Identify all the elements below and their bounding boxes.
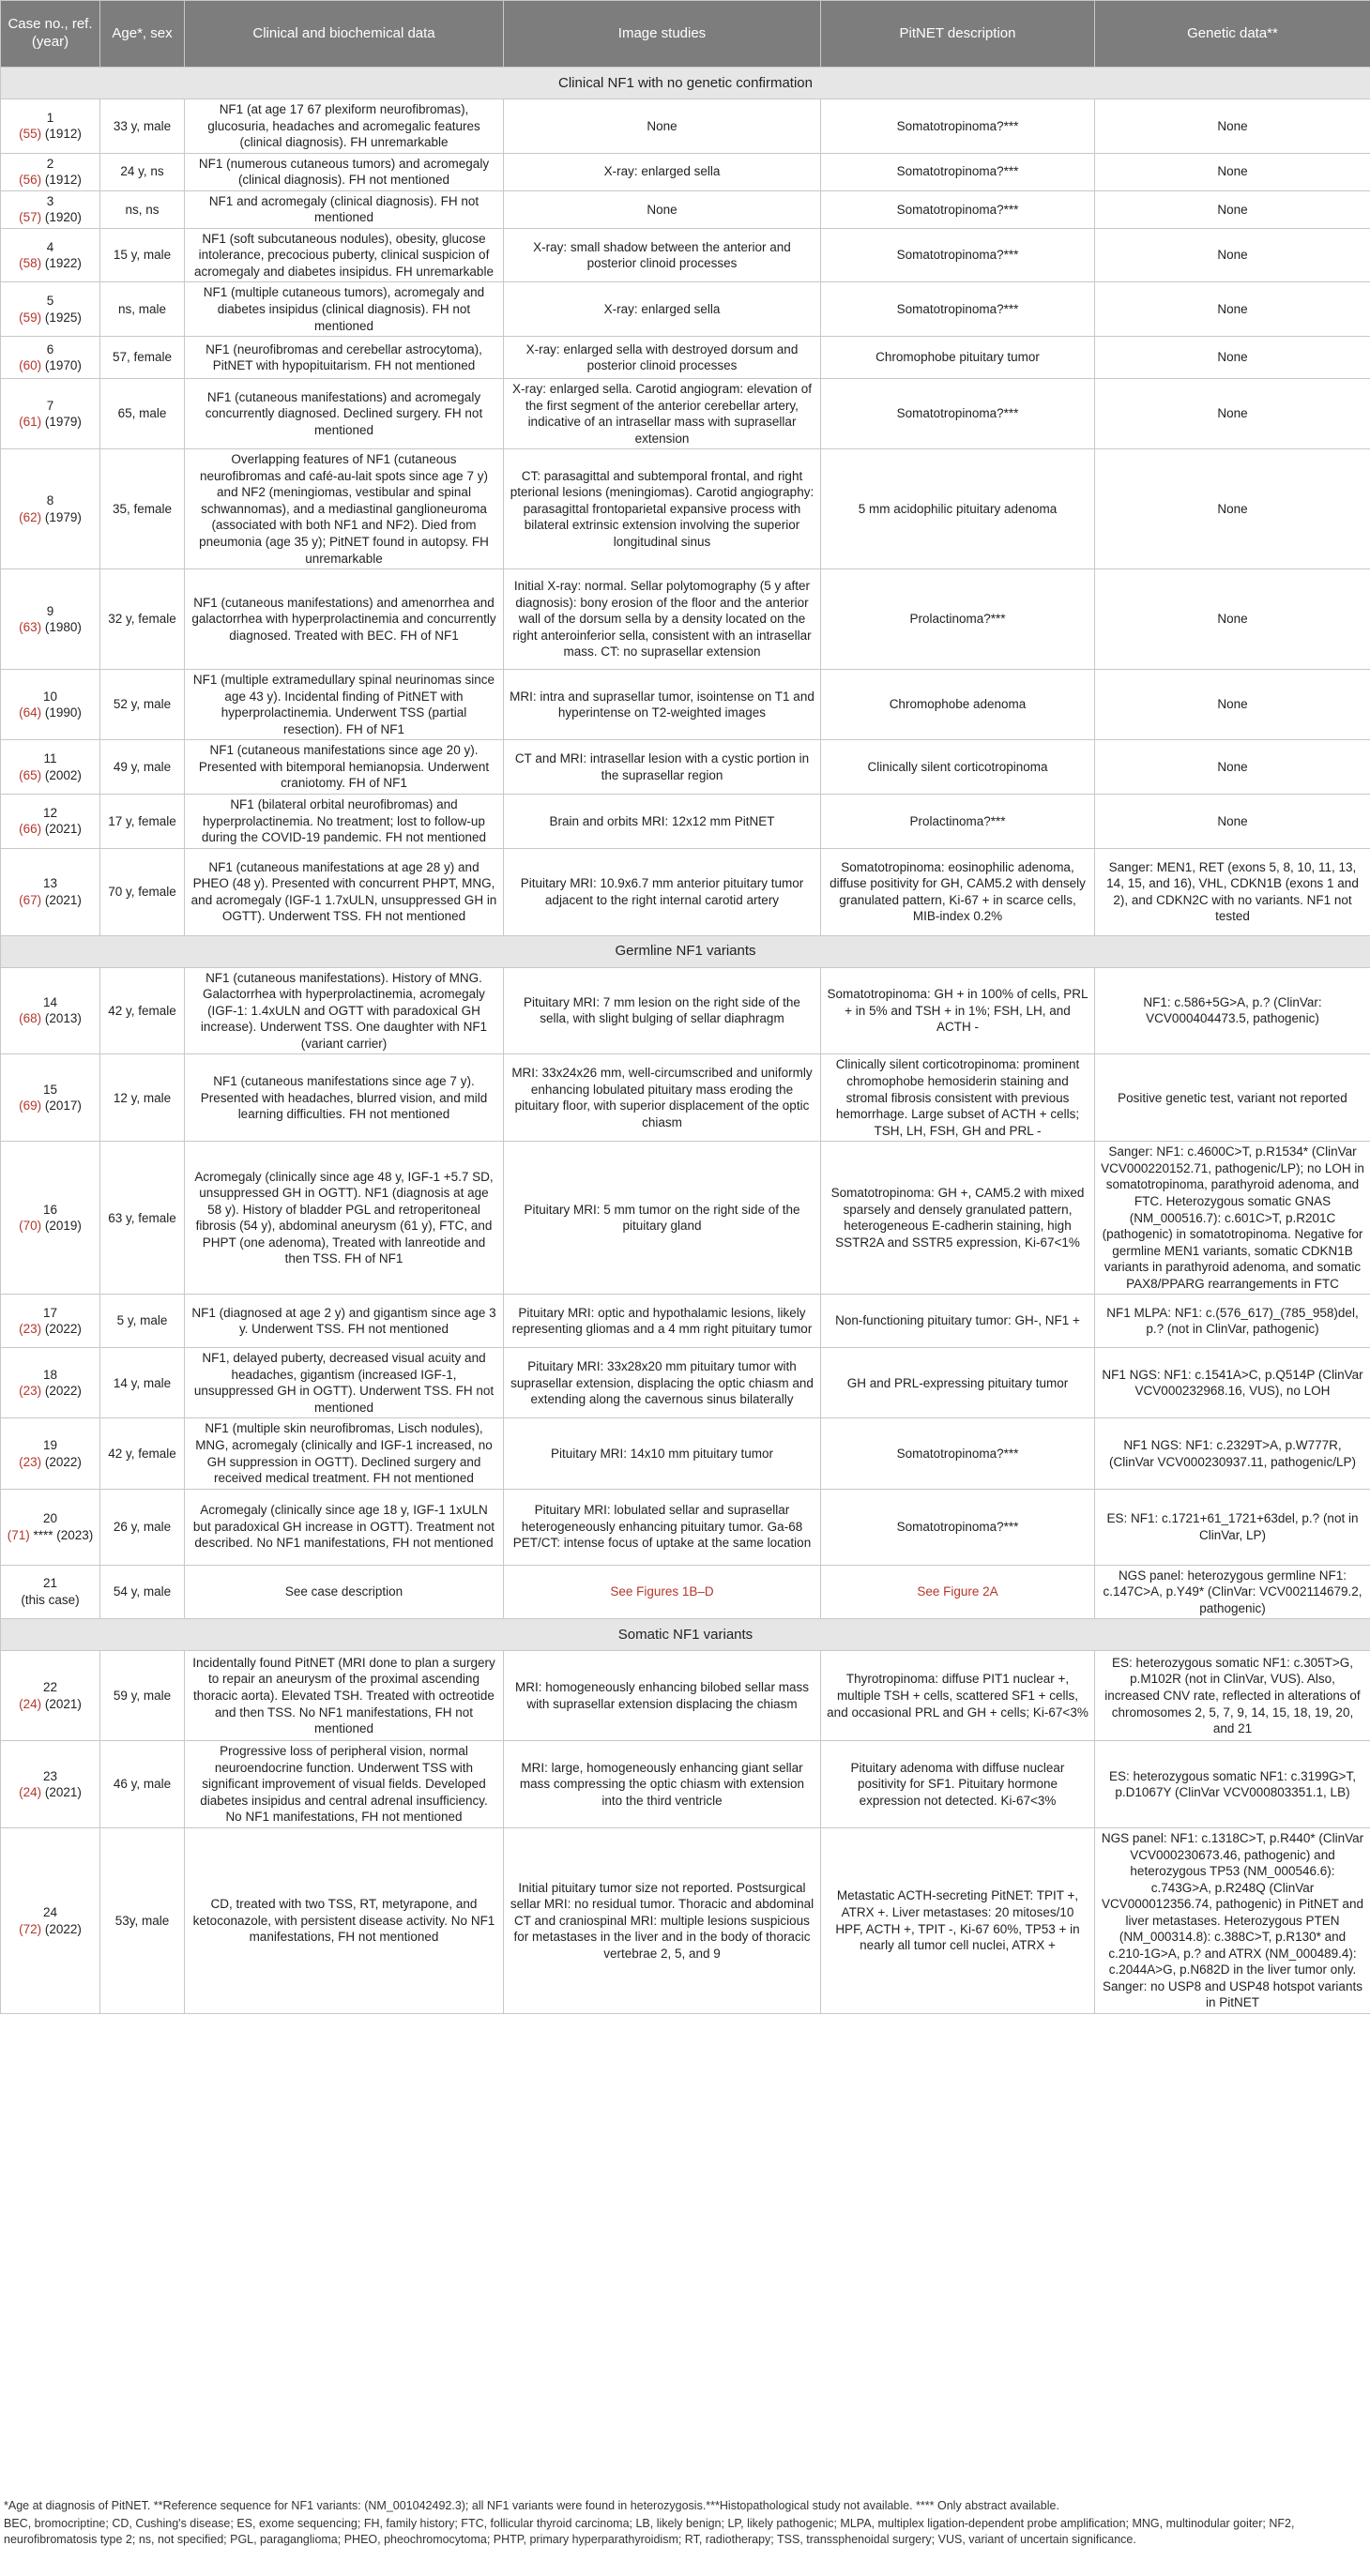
case-year: (1990) [44, 705, 82, 720]
case-year: (2019) [44, 1219, 82, 1234]
reference-link[interactable]: (69) [19, 1099, 42, 1114]
reference-link[interactable]: (24) [19, 1785, 42, 1800]
genetic-cell: None [1095, 228, 1370, 282]
image-cell: Pituitary MRI: optic and hypothalamic lesions, likely representing gliomas and a 4 mm right pituitary tumor [504, 1295, 821, 1348]
age-cell: 63 y, female [100, 1142, 185, 1295]
section-title: Germline NF1 variants [1, 935, 1370, 967]
case-number: 13 [42, 876, 58, 891]
clinical-cell: Acromegaly (clinically since age 18 y, IGF-1 1xULN but paradoxical GH increase in OGTT). Treatment not described. No NF1 manifestations, FH not mentioned [185, 1489, 504, 1565]
reference-link[interactable]: (58) [19, 256, 42, 271]
genetic-cell: None [1095, 379, 1370, 449]
case-year: (2021) [44, 892, 82, 907]
age-cell: 15 y, male [100, 228, 185, 282]
case-number: 21 [42, 1576, 58, 1591]
genetic-cell: ES: NF1: c.1721+61_1721+63del, p.? (not in ClinVar, LP) [1095, 1489, 1370, 1565]
table-row [1, 282, 1370, 337]
case-year: (1922) [44, 256, 82, 271]
genetic-cell: None [1095, 569, 1370, 670]
clinical-cell: See case description [185, 1565, 504, 1619]
case-number: 16 [42, 1202, 58, 1217]
case-number: 4 [46, 239, 54, 254]
case-cell [1, 1142, 100, 1295]
case-year: (1970) [44, 358, 82, 373]
case-number: 2 [46, 156, 54, 171]
table-row [1, 379, 1370, 449]
reference-link[interactable]: (57) [19, 210, 42, 225]
genetic-cell: None [1095, 670, 1370, 740]
image-cell: Initial pituitary tumor size not reported. Postsurgical sellar MRI: no residual tumor. Thoracic and abdominal CT and craniospinal MRI: multiple lesions suspicious for metastases in the liver and in the body of thoracic vertebrae 2, 5, and 9 [504, 1828, 821, 2014]
table-row [1, 1741, 1370, 1828]
age-cell: 5 y, male [100, 1295, 185, 1348]
footnote-line-1: *Age at diagnosis of PitNET. **Reference sequence for NF1 variants: (NM_001042492.3); all NF1 variants were found in heterozygosis.***Histopathological study not available. **** Only abstract available. [4, 2499, 1059, 2512]
image-cell: Pituitary MRI: 10.9x6.7 mm anterior pituitary tumor adjacent to the right internal carotid artery [504, 848, 821, 935]
genetic-cell: NF1: c.586+5G>A, p.? (ClinVar: VCV000404473.5, pathogenic) [1095, 967, 1370, 1054]
header-image: Image studies [504, 1, 821, 68]
genetic-cell: NF1 NGS: NF1: c.1541A>C, p.Q514P (ClinVar VCV000232968.16, VUS), no LOH [1095, 1348, 1370, 1418]
image-cell: Pituitary MRI: 33x28x20 mm pituitary tumor with suprasellar extension, displacing the optic chiasm and extending along the cavernous sinus bilaterally [504, 1348, 821, 1418]
age-cell: 53y, male [100, 1828, 185, 2014]
clinical-cell: NF1 (cutaneous manifestations at age 28 y) and PHEO (48 y). Presented with concurrent PHPT, MNG, and acromegaly (IGF-1 1.7xULN, unsuppressed GH in OGTT). Underwent TSS. FH not mentioned [185, 848, 504, 935]
age-cell: ns, male [100, 282, 185, 337]
image-cell: Brain and orbits MRI: 12x12 mm PitNET [504, 794, 821, 848]
age-cell: 42 y, female [100, 1418, 185, 1489]
case-year: (2013) [44, 1011, 82, 1026]
clinical-cell: Acromegaly (clinically since age 48 y, IGF-1 +5.7 SD, unsuppressed GH in OGTT). NF1 (diagnosis at age 58 y). History of bladder PGL and retroperitoneal fibrosis (54 y), abdominal aneurysm (61 y), FTC, and PHPT (one adenoma), Treated with lanreotide and then TSS. FH of NF1 [185, 1142, 504, 1295]
case-year: (1980) [44, 620, 82, 635]
clinical-cell: NF1 (bilateral orbital neurofibromas) and hyperprolactinemia. No treatment; lost to follow-up during the COVID-19 pandemic. FH not mentioned [185, 794, 504, 848]
case-number: 8 [46, 493, 54, 508]
table-row [1, 569, 1370, 670]
case-cell [1, 848, 100, 935]
clinical-cell: Progressive loss of peripheral vision, normal neuroendocrine function. Underwent TSS with significant improvement of visual fields. Developed diabetes insipidus and central adrenal insufficiency. No NF1 manifestations, FH not mentioned [185, 1741, 504, 1828]
reference-link[interactable]: (62) [19, 509, 42, 524]
image-cell: CT: parasagittal and subtemporal frontal, and right pterional lesions (meningiomas). Carotid angiography: parasagittal frontoparietal expansive process with bilateral extrinsic extension involving the superior longitudinal sinus [504, 449, 821, 569]
reference-link[interactable]: (67) [19, 892, 42, 907]
genetic-cell: NGS panel: heterozygous germline NF1: c.147C>A, p.Y49* (ClinVar: VCV002114679.2, pathogenic) [1095, 1565, 1370, 1619]
footnotes [4, 2498, 1366, 2550]
reference-link[interactable]: (23) [19, 1454, 42, 1469]
image-cell[interactable]: See Figures 1B–D [504, 1565, 821, 1619]
header-pitnet: PitNET description [821, 1, 1095, 68]
case-year: (2021) [44, 1785, 82, 1800]
genetic-cell: ES: heterozygous somatic NF1: c.305T>G, p.M102R (not in ClinVar, VUS). Also, increased CNV rate, reflected in alterations of chromosomes 2, 5, 7, 9, 14, 15, 18, 19, 20, and 21 [1095, 1651, 1370, 1741]
case-cell [1, 794, 100, 848]
genetic-cell: NF1 NGS: NF1: c.2329T>A, p.W777R, (ClinVar VCV000230937.11, pathogenic/LP) [1095, 1418, 1370, 1489]
genetic-cell: None [1095, 190, 1370, 228]
pitnet-cell: Somatotropinoma?*** [821, 190, 1095, 228]
genetic-cell: ES: heterozygous somatic NF1: c.3199G>T, p.D1067Y (ClinVar VCV000803351.1, LB) [1095, 1741, 1370, 1828]
pitnet-cell: Somatotropinoma: GH +, CAM5.2 with mixed sparsely and densely granulated pattern, heterogeneous E-cadherin staining, high SSTR2A and SSTR5 expression, Ki-67<1% [821, 1142, 1095, 1295]
image-cell: Pituitary MRI: 14x10 mm pituitary tumor [504, 1418, 821, 1489]
case-cell [1, 569, 100, 670]
pitnet-cell[interactable]: See Figure 2A [821, 1565, 1095, 1619]
clinical-cell: NF1 (multiple extramedullary spinal neurinomas since age 43 y). Incidental finding of PitNET with hyperprolactinemia. Underwent TSS (partial resection). FH of NF1 [185, 670, 504, 740]
clinical-cell: NF1 (multiple cutaneous tumors), acromegaly and diabetes insipidus (clinical diagnosis). FH not mentioned [185, 282, 504, 337]
image-cell: MRI: homogeneously enhancing bilobed sellar mass with suprasellar extension displacing the chiasm [504, 1651, 821, 1741]
genetic-cell: Positive genetic test, variant not reported [1095, 1054, 1370, 1142]
reference-link[interactable]: (56) [19, 173, 42, 188]
case-cell [1, 1741, 100, 1828]
case-number: 22 [42, 1680, 58, 1695]
case-cell [1, 1295, 100, 1348]
clinical-cell: NF1 (multiple skin neurofibromas, Lisch nodules), MNG, acromegaly (clinically and IGF-1 increased, no GH suppression in OGTT). Declined surgery and received medical treatment. FH not mentioned [185, 1418, 504, 1489]
image-cell: Initial X-ray: normal. Sellar polytomography (5 y after diagnosis): bony erosion of the floor and the anterior wall of the dorsum sella by a density located on the right anteroinferior sella, consistent with an intrasellar mass. CT: no suprasellar extension [504, 569, 821, 670]
case-cell [1, 740, 100, 795]
genetic-cell: Sanger: NF1: c.4600C>T, p.R1534* (ClinVar VCV000220152.71, pathogenic/LP); no LOH in somatotropinoma, parathyroid adenoma, and FTC. Heterozygous somatic GNAS (NM_000516.7): c.601C>T, p.R201C (pathogenic) in somatotropinoma. Negative for germline MEN1 variants, somatic CDKN1B variants in parathyroid adenoma, and somatic PAX8/PPARG rearrangements in FTC [1095, 1142, 1370, 1295]
age-cell: 42 y, female [100, 967, 185, 1054]
footnote-line-2: BEC, bromocriptine; CD, Cushing's disease; ES, exome sequencing; FH, family history; FTC, follicular thyroid carcinoma; LB, likely benign; LP, likely pathogenic; MLPA, multiplex ligation-dependent probe amplification; MNG, multinodular goiter; NF2, neurofibromatosis type 2; ns, not specified; PGL, paraganglioma; PHEO, pheochromocytoma; PHTP, primary hyperparathyroidism; RT, radiotherapy; TSS, transsphenoidal surgery; VUS, variant of uncertain significance. [4, 2516, 1295, 2546]
clinical-cell: NF1 (diagnosed at age 2 y) and gigantism since age 3 y. Underwent TSS. FH not mentioned [185, 1295, 504, 1348]
age-cell: 17 y, female [100, 794, 185, 848]
case-number: 17 [42, 1305, 58, 1320]
pitnet-cell: 5 mm acidophilic pituitary adenoma [821, 449, 1095, 569]
pitnet-cell: Prolactinoma?*** [821, 569, 1095, 670]
clinical-cell: NF1 (cutaneous manifestations since age 20 y). Presented with bitemporal hemianopsia. Underwent craniotomy. FH of NF1 [185, 740, 504, 795]
genetic-cell: None [1095, 740, 1370, 795]
case-year: (2022) [44, 1322, 82, 1337]
image-cell: MRI: large, homogeneously enhancing giant sellar mass compressing the optic chiasm with extension into the third ventricle [504, 1741, 821, 1828]
image-cell: None [504, 190, 821, 228]
clinical-cell: NF1 (numerous cutaneous tumors) and acromegaly (clinical diagnosis). FH not mentioned [185, 153, 504, 190]
case-year: (1979) [44, 415, 82, 430]
header-clinical: Clinical and biochemical data [185, 1, 504, 68]
reference-link[interactable]: (68) [19, 1011, 42, 1026]
case-number: 12 [42, 805, 58, 820]
pitnet-cell: Non-functioning pituitary tumor: GH-, NF1 + [821, 1295, 1095, 1348]
table-row [1, 848, 1370, 935]
table-row [1, 794, 1370, 848]
case-number: 19 [42, 1437, 58, 1452]
table-row [1, 153, 1370, 190]
image-cell: Pituitary MRI: lobulated sellar and suprasellar heterogeneously enhancing pituitary tumor. Ga-68 PET/CT: intense focus of uptake at the same location [504, 1489, 821, 1565]
case-cell [1, 1565, 100, 1619]
age-cell: 57, female [100, 337, 185, 379]
reference-link[interactable]: (23) [19, 1384, 42, 1399]
clinical-cell: NF1 (soft subcutaneous nodules), obesity, glucose intolerance, precocious puberty, clinical suspicion of acromegaly and diabetes insipidus. FH unremarkable [185, 228, 504, 282]
pitnet-cell: Chromophobe pituitary tumor [821, 337, 1095, 379]
pitnet-cell: Prolactinoma?*** [821, 794, 1095, 848]
header-genetic: Genetic data** [1095, 1, 1370, 68]
case-number: 11 [43, 751, 57, 766]
clinical-cell: CD, treated with two TSS, RT, metyrapone, and ketoconazole, with persistent disease activity. No NF1 manifestations, FH not mentioned [185, 1828, 504, 2014]
pitnet-cell: Somatotropinoma?*** [821, 228, 1095, 282]
case-cell [1, 1418, 100, 1489]
case-number: 14 [42, 994, 58, 1009]
case-number: 23 [42, 1768, 58, 1783]
genetic-cell: None [1095, 99, 1370, 154]
table-row [1, 1295, 1370, 1348]
table-row [1, 1348, 1370, 1418]
image-cell: CT and MRI: intrasellar lesion with a cystic portion in the suprasellar region [504, 740, 821, 795]
reference-link[interactable]: (24) [19, 1696, 42, 1711]
pitnet-cell: Metastatic ACTH-secreting PitNET: TPIT +, ATRX +. Liver metastases: 20 mitoses/10 HPF, ACTH +, TPIT -, Ki-67 60%, TP53 + in nearly all tumor cell nuclei, ATRX + [821, 1828, 1095, 2014]
case-number: 18 [42, 1367, 58, 1382]
section-title: Clinical NF1 with no genetic confirmation [1, 68, 1370, 99]
section-row [1, 935, 1370, 967]
image-cell: X-ray: enlarged sella. Carotid angiogram: elevation of the first segment of the anterior cerebellar artery, indicative of an intrasellar mass with suprasellar extension [504, 379, 821, 449]
pitnet-cell: Somatotropinoma?*** [821, 1489, 1095, 1565]
case-cell [1, 228, 100, 282]
case-cell [1, 153, 100, 190]
image-cell: X-ray: enlarged sella [504, 282, 821, 337]
reference-link[interactable]: (64) [19, 705, 42, 720]
pitnet-cell: Somatotropinoma?*** [821, 1418, 1095, 1489]
table-row [1, 1054, 1370, 1142]
header-case: Case no., ref. (year) [1, 1, 100, 68]
age-cell: 35, female [100, 449, 185, 569]
table-row [1, 449, 1370, 569]
clinical-cell: NF1 (cutaneous manifestations) and acromegaly concurrently diagnosed. Declined surgery. FH not mentioned [185, 379, 504, 449]
case-number: 20 [42, 1511, 58, 1526]
case-cell [1, 1828, 100, 2014]
genetic-cell: NF1 MLPA: NF1: c.(576_617)_(785_958)del, p.? (not in ClinVar, pathogenic) [1095, 1295, 1370, 1348]
case-year: (1912) [44, 173, 82, 188]
clinical-cell: Incidentally found PitNET (MRI done to plan a surgery to repair an aneurysm of the proximal ascending thoracic aorta). Elevated TSH. Treated with octreotide and then TSS. No NF1 manifestations, FH not mentioned [185, 1651, 504, 1741]
genetic-cell: None [1095, 153, 1370, 190]
reference-link[interactable]: (59) [19, 310, 42, 325]
case-number: 1 [46, 110, 54, 125]
header-row [1, 1, 1370, 68]
case-year: (2022) [44, 1454, 82, 1469]
table-row [1, 1828, 1370, 2014]
reference-link[interactable]: (72) [19, 1921, 42, 1936]
clinical-cell: NF1 (neurofibromas and cerebellar astrocytoma), PitNET with hypopituitarism. FH not mentioned [185, 337, 504, 379]
case-cell [1, 1054, 100, 1142]
case-cell [1, 190, 100, 228]
case-year: (1920) [44, 210, 82, 225]
case-cell [1, 1651, 100, 1741]
pitnet-cell: Somatotropinoma?*** [821, 282, 1095, 337]
section-title: Somatic NF1 variants [1, 1619, 1370, 1651]
case-cell [1, 967, 100, 1054]
table-row [1, 337, 1370, 379]
image-cell: Pituitary MRI: 5 mm tumor on the right side of the pituitary gland [504, 1142, 821, 1295]
clinical-cell: NF1 (at age 17 67 plexiform neurofibromas), glucosuria, headaches and acromegalic features (clinical diagnosis). FH unremarkable [185, 99, 504, 154]
table-row [1, 1651, 1370, 1741]
table-row [1, 670, 1370, 740]
age-cell: 65, male [100, 379, 185, 449]
image-cell: X-ray: enlarged sella with destroyed dorsum and posterior clinoid processes [504, 337, 821, 379]
reference-link[interactable]: (61) [19, 415, 42, 430]
genetic-cell: None [1095, 794, 1370, 848]
table-row [1, 99, 1370, 154]
clinical-cell: NF1, delayed puberty, decreased visual acuity and headaches, gigantism (increased IGF-1, unsuppressed GH in OGTT). Underwent TSS. FH not mentioned [185, 1348, 504, 1418]
case-number: 10 [42, 689, 58, 704]
case-number: 7 [46, 398, 54, 413]
age-cell: 32 y, female [100, 569, 185, 670]
case-year: (2021) [44, 822, 82, 837]
case-number: 3 [46, 193, 54, 208]
reference-link[interactable]: (60) [19, 358, 42, 373]
age-cell: ns, ns [100, 190, 185, 228]
reference-link[interactable]: (70) [19, 1219, 42, 1234]
case-cell [1, 670, 100, 740]
genetic-cell: NGS panel: NF1: c.1318C>T, p.R440* (ClinVar VCV000230673.46, pathogenic) and heterozygous TP53 (NM_000546.6): c.743G>A, p.R248Q (ClinVar VCV000012356.74, pathogenic) in PitNET and liver metastases. Heterozygous PTEN (NM_000314.8): c.388C>T, p.R130* and c.210-1G>A, p.? and ATRX (NM_000489.4): c.2044A>G, p.N682D in the liver tumor only. Sanger: no USP8 and USP48 hotspot variants in PitNET [1095, 1828, 1370, 2014]
table-row [1, 190, 1370, 228]
case-year: (2021) [44, 1696, 82, 1711]
table-row [1, 967, 1370, 1054]
pitnet-cell: Clinically silent corticotropinoma [821, 740, 1095, 795]
pitnet-cell: Pituitary adenoma with diffuse nuclear positivity for SF1. Pituitary hormone expression not detected. Ki-67<3% [821, 1741, 1095, 1828]
reference-link[interactable]: (66) [19, 822, 42, 837]
age-cell: 12 y, male [100, 1054, 185, 1142]
case-year: (2022) [44, 1921, 82, 1936]
table-row [1, 1489, 1370, 1565]
case-cell [1, 1348, 100, 1418]
pitnet-cell: Somatotropinoma?*** [821, 153, 1095, 190]
case-cell [1, 379, 100, 449]
clinical-cell: Overlapping features of NF1 (cutaneous neurofibromas and café-au-lait spots since age 7 y) and NF2 (meningiomas, vestibular and spinal schwannomas), and a mediastinal ganglioneuroma (associated with both NF1 and NF2). Died from pneumonia (age 35 y); PitNET found in autopsy. FH unremarkable [185, 449, 504, 569]
clinical-cell: NF1 and acromegaly (clinical diagnosis). FH not mentioned [185, 190, 504, 228]
case-year: (1912) [44, 127, 82, 142]
age-cell: 24 y, ns [100, 153, 185, 190]
section-row [1, 1619, 1370, 1651]
case-year: (1925) [44, 310, 82, 325]
table-row [1, 1142, 1370, 1295]
case-cell [1, 99, 100, 154]
case-year: (2022) [44, 1384, 82, 1399]
age-cell: 52 y, male [100, 670, 185, 740]
genetic-cell: None [1095, 449, 1370, 569]
age-cell: 54 y, male [100, 1565, 185, 1619]
case-number: 24 [42, 1904, 58, 1919]
pitnet-cell: Clinically silent corticotropinoma: prominent chromophobe hemosiderin staining and stromal fibrosis consistent with previous hemorrhage. Large subset of ACTH + cells; TSH, LH, FSH, GH and PRL - [821, 1054, 1095, 1142]
pitnet-cell: Somatotropinoma?*** [821, 379, 1095, 449]
age-cell: 14 y, male [100, 1348, 185, 1418]
image-cell: Pituitary MRI: 7 mm lesion on the right side of the sella, with slight bulging of sellar diaphragm [504, 967, 821, 1054]
image-cell: X-ray: enlarged sella [504, 153, 821, 190]
case-year: (2002) [44, 767, 82, 782]
genetic-cell: Sanger: MEN1, RET (exons 5, 8, 10, 11, 13, 14, 15, and 16), VHL, CDKN1B (exons 1 and 2), and CDKN2C with no variants. NF1 not tested [1095, 848, 1370, 935]
age-cell: 49 y, male [100, 740, 185, 795]
case-year: (this case) [21, 1592, 80, 1607]
image-cell: None [504, 99, 821, 154]
clinical-cell: NF1 (cutaneous manifestations). History of MNG. Galactorrhea with hyperprolactinemia, acromegaly (IGF-1: 1.4xULN and OGTT with paradoxical GH increase). Underwent TSS. One daughter with NF1 (variant carrier) [185, 967, 504, 1054]
pitnet-cell: Somatotropinoma?*** [821, 99, 1095, 154]
case-number: 15 [42, 1082, 58, 1097]
image-cell: X-ray: small shadow between the anterior and posterior clinoid processes [504, 228, 821, 282]
reference-link[interactable]: (23) [19, 1322, 42, 1337]
pitnet-cell: Somatotropinoma: eosinophilic adenoma, diffuse positivity for GH, CAM5.2 with densely granulated pattern, Ki-67 + in scarce cells, MIB-index 0.2% [821, 848, 1095, 935]
case-number: 5 [46, 294, 54, 309]
genetic-cell: None [1095, 337, 1370, 379]
section-row [1, 68, 1370, 99]
case-cell [1, 282, 100, 337]
pitnet-cell: Chromophobe adenoma [821, 670, 1095, 740]
age-cell: 59 y, male [100, 1651, 185, 1741]
reference-link[interactable]: (71) [7, 1527, 30, 1542]
pitnet-cell: Somatotropinoma: GH + in 100% of cells, PRL + in 5% and TSH + in 1%; FSH, LH, and ACTH - [821, 967, 1095, 1054]
age-cell: 26 y, male [100, 1489, 185, 1565]
case-cell [1, 337, 100, 379]
reference-link[interactable]: (55) [19, 127, 42, 142]
case-year: (2017) [44, 1099, 82, 1114]
case-number: 6 [46, 341, 54, 356]
pitnet-cell: GH and PRL-expressing pituitary tumor [821, 1348, 1095, 1418]
case-number: 9 [46, 603, 54, 618]
clinical-cell: NF1 (cutaneous manifestations since age 7 y). Presented with headaches, blurred vision, and mild learning difficulties. FH not mentioned [185, 1054, 504, 1142]
case-cell [1, 1489, 100, 1565]
age-cell: 33 y, male [100, 99, 185, 154]
pitnet-cell: Thyrotropinoma: diffuse PIT1 nuclear +, multiple TSH + cells, scattered SF1 + cells, and occasional PRL and GH + cells; Ki-67<3% [821, 1651, 1095, 1741]
image-cell: MRI: intra and suprasellar tumor, isointense on T1 and hyperintense on T2-weighted images [504, 670, 821, 740]
header-age: Age*, sex [100, 1, 185, 68]
reference-link[interactable]: (63) [19, 620, 42, 635]
case-year: (1979) [44, 509, 82, 524]
case-year: **** (2023) [33, 1527, 94, 1542]
table-row [1, 228, 1370, 282]
case-cell [1, 449, 100, 569]
image-cell: MRI: 33x24x26 mm, well-circumscribed and uniformly enhancing lobulated pituitary mass eroding the pituitary floor, with superior displacement of the optic chiasm [504, 1054, 821, 1142]
reference-link[interactable]: (65) [19, 767, 42, 782]
clinical-cell: NF1 (cutaneous manifestations) and amenorrhea and galactorrhea with hyperprolactinemia and concurrently diagnosed. Treated with BEC. FH of NF1 [185, 569, 504, 670]
table-row [1, 1565, 1370, 1619]
age-cell: 70 y, female [100, 848, 185, 935]
age-cell: 46 y, male [100, 1741, 185, 1828]
table-row [1, 740, 1370, 795]
genetic-cell: None [1095, 282, 1370, 337]
table-row [1, 1418, 1370, 1489]
